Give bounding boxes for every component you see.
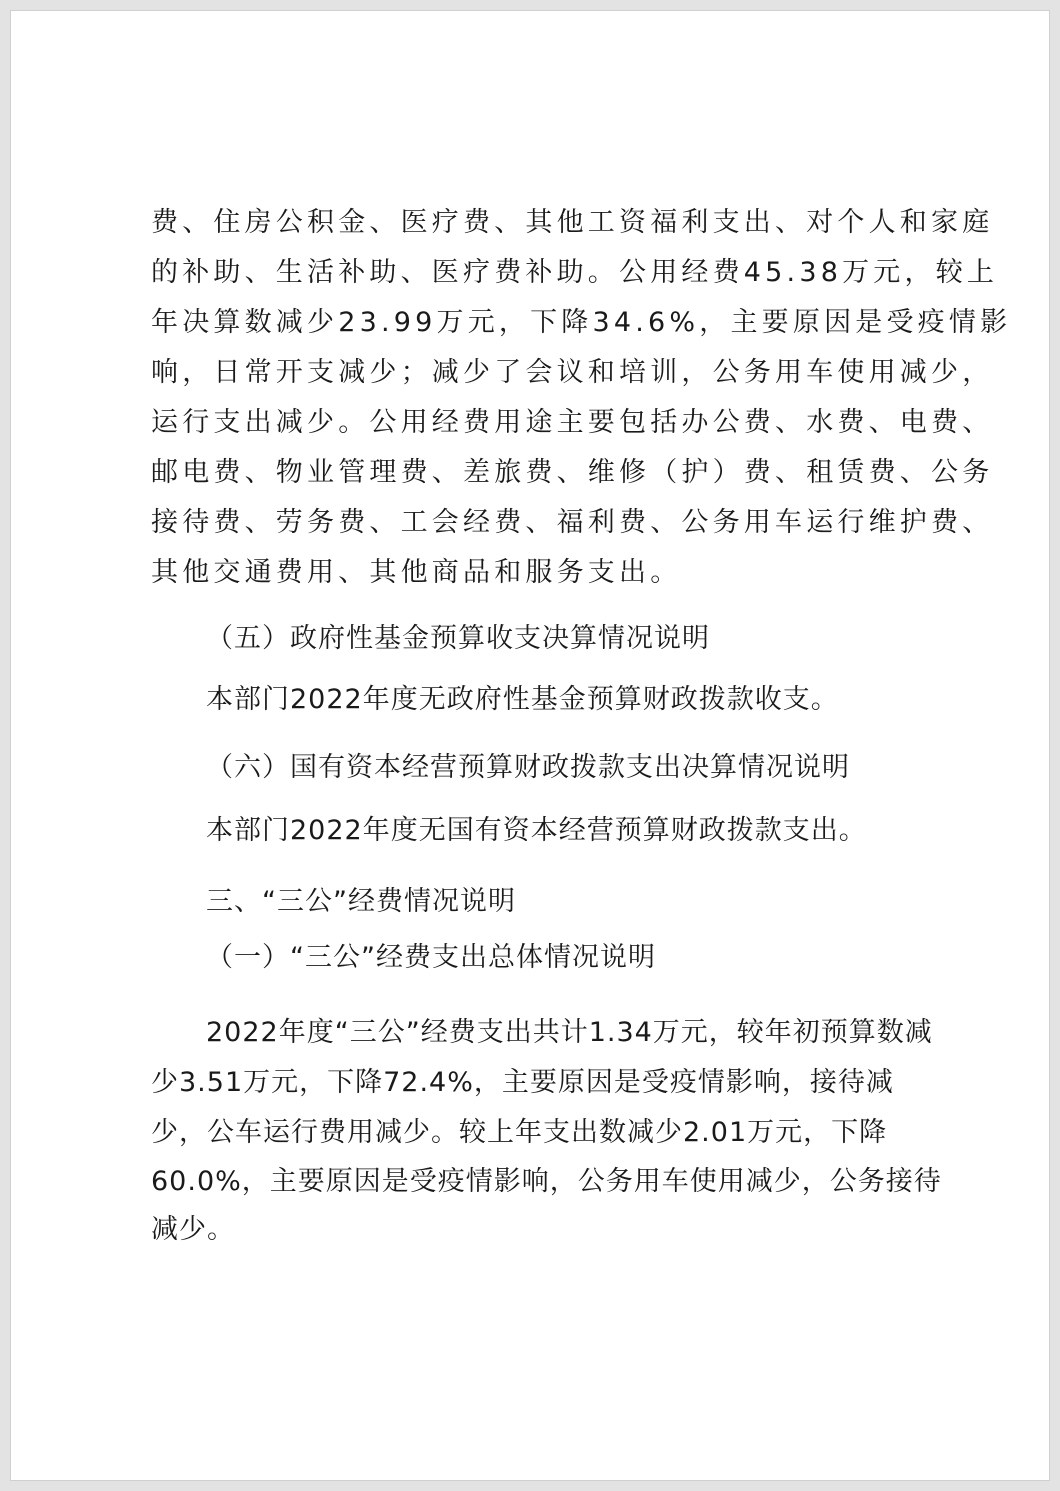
body-text-line: 响，日常开支减少；减少了会议和培训，公务用车使用减少， (151, 357, 994, 388)
body-text-line: 邮电费、物业管理费、差旅费、维修（护）费、租赁费、公务 (151, 457, 994, 488)
body-text-line: 本部门2022年度无政府性基金预算财政拨款收支。 (206, 684, 839, 715)
body-text-line: 少，公车运行费用减少。较上年支出数减少2.01万元，下降 (151, 1117, 888, 1148)
section-heading: （五）政府性基金预算收支决算情况说明 (206, 623, 710, 654)
body-text-line: 60.0%，主要原因是受疫情影响，公务用车使用减少，公务接待 (151, 1166, 942, 1197)
body-text-line: 其他交通费用、其他商品和服务支出。 (151, 557, 682, 588)
body-text-line: 年决算数减少23.99万元，下降34.6%，主要原因是受疫情影 (151, 307, 1012, 338)
body-text-line: 费、住房公积金、医疗费、其他工资福利支出、对个人和家庭 (151, 207, 994, 238)
body-text-line: 减少。 (151, 1214, 235, 1245)
section-heading: （一）“三公”经费支出总体情况说明 (206, 942, 656, 973)
section-heading: （六）国有资本经营预算财政拨款支出决算情况说明 (206, 752, 850, 783)
body-text-line: 2022年度“三公”经费支出共计1.34万元，较年初预算数减 (206, 1017, 933, 1048)
part-heading: 三、“三公”经费情况说明 (206, 886, 516, 917)
body-text-line: 的补助、生活补助、医疗费补助。公用经费45.38万元，较上 (151, 257, 999, 288)
body-text-line: 本部门2022年度无国有资本经营预算财政拨款支出。 (206, 815, 867, 846)
body-text-line: 接待费、劳务费、工会经费、福利费、公务用车运行维护费、 (151, 507, 994, 538)
document-page (10, 10, 1050, 1481)
body-text-line: 运行支出减少。公用经费用途主要包括办公费、水费、电费、 (151, 407, 994, 438)
body-text-line: 少3.51万元，下降72.4%，主要原因是受疫情影响，接待减 (151, 1067, 894, 1098)
